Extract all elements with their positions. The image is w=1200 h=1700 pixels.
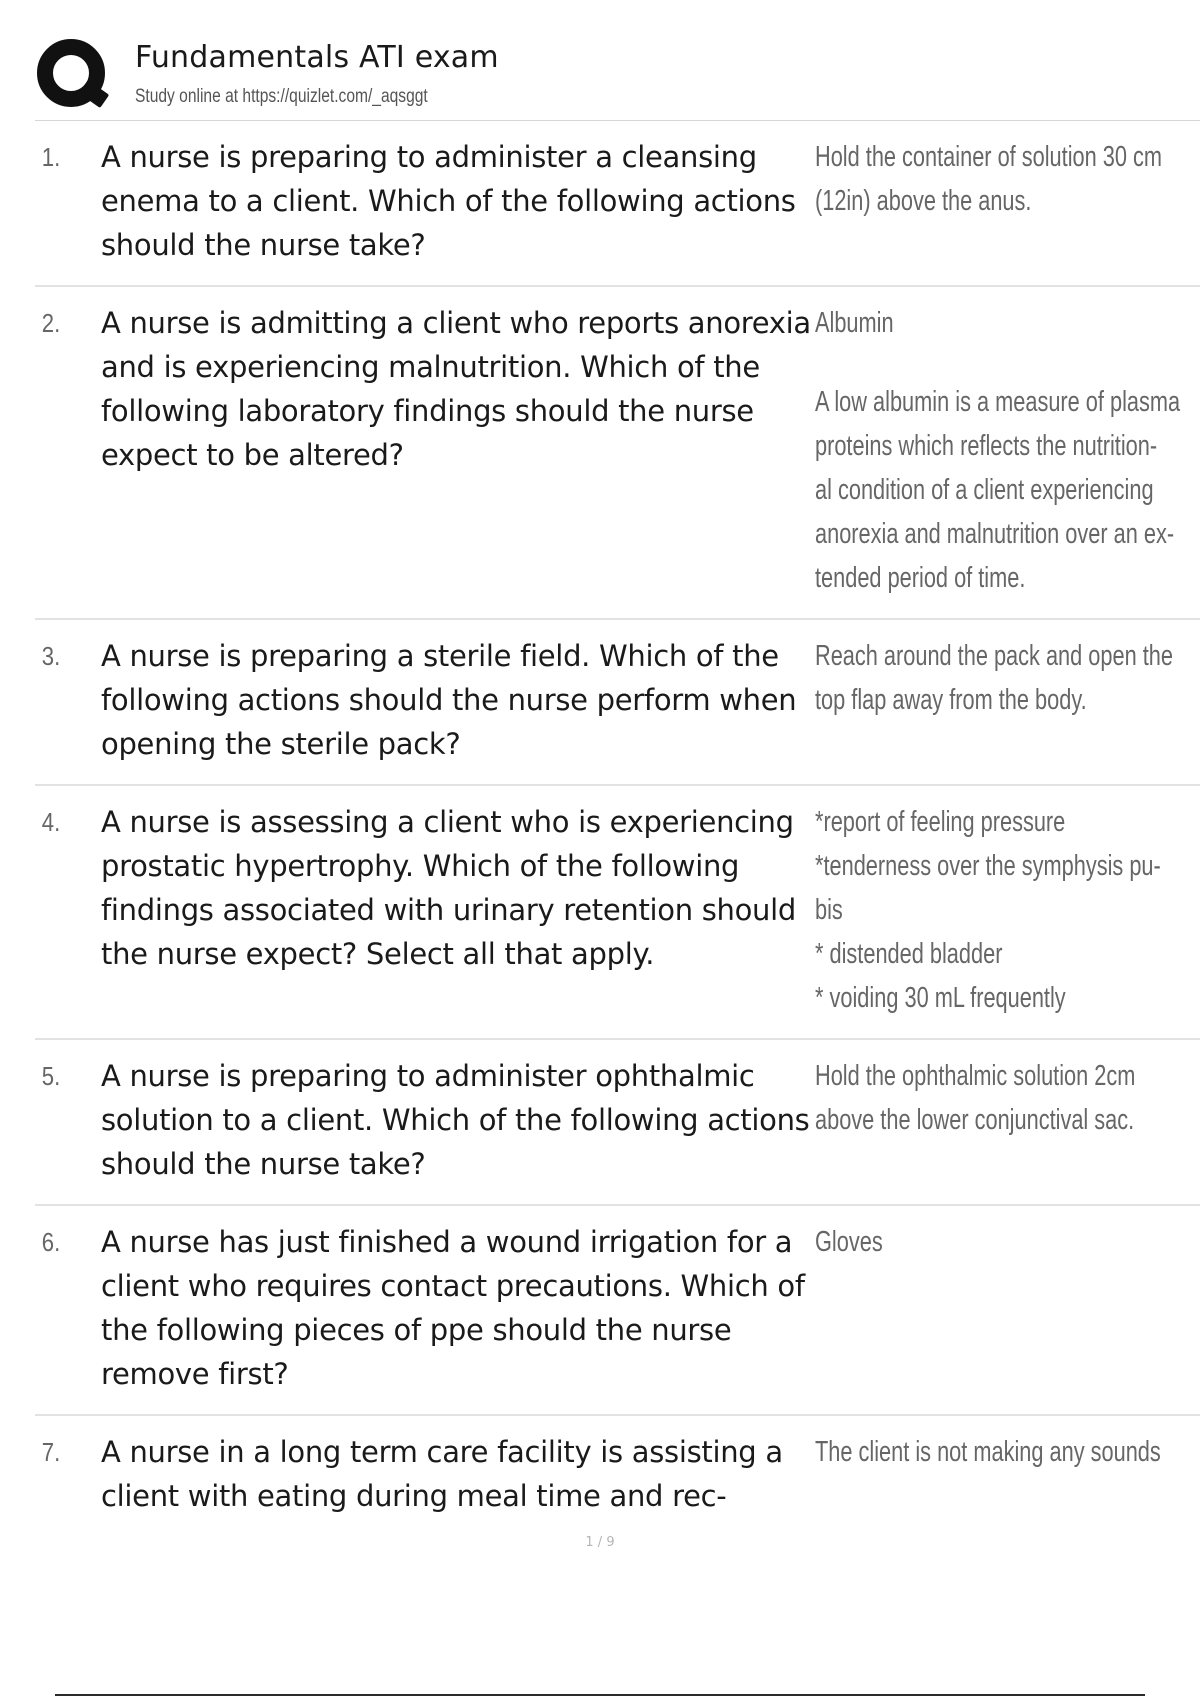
qa-row [35, 620, 1200, 786]
answer-line: (12in) above the anus. [815, 185, 1032, 217]
qa-row-content [35, 800, 1200, 1020]
answer-line: A low albumin is a measure of plasma [815, 386, 1181, 418]
question-number: 7. [41, 1437, 61, 1467]
page-header [35, 36, 1195, 120]
answer-line: *tenderness over the symphysis pu- [815, 850, 1161, 882]
answer-line: The client is not making any sounds [815, 1436, 1161, 1468]
question-number: 1. [41, 142, 61, 172]
question-number: 3. [41, 641, 61, 671]
quizlet-logo-icon [35, 36, 113, 114]
answer-line: proteins which reflects the nutrition- [815, 430, 1158, 462]
question-number: 5. [41, 1061, 61, 1091]
page-title: Fundamentals ATI exam [135, 40, 499, 75]
answer-line: al condition of a client experiencing [815, 474, 1154, 506]
question-text: A nurse is preparing to administer a cleansing enema to a client. Which of the following actions should the nurse take? [101, 140, 796, 262]
qa-row [35, 121, 1200, 287]
answer-text [811, 301, 1196, 600]
question-text: A nurse is preparing to administer ophthalmic solution to a client. Which of the following actions should the nurse take? [101, 1059, 810, 1181]
study-online-link[interactable]: Study online at https://quizlet.com/_aqsggt [135, 86, 428, 107]
answer-line: *report of feeling pressure [815, 806, 1066, 838]
answer-text [811, 1430, 1196, 1474]
qa-row-content [35, 1054, 1200, 1186]
answer-text [811, 135, 1196, 223]
question-text: A nurse is admitting a client who reports anorexia and is experiencing malnutrition. Which of the following laboratory findings should the nurse expect to be altered? [101, 306, 811, 472]
answer-line: * distended bladder [815, 938, 1003, 970]
answer-text [811, 634, 1196, 722]
answer-line: top flap away from the body. [815, 684, 1087, 716]
qa-row-content [35, 634, 1200, 766]
answer-gap [815, 345, 1196, 380]
answer-line: bis [815, 894, 843, 926]
question-number: 2. [41, 308, 61, 338]
question-text: A nurse has just finished a wound irrigation for a client who requires contact precautions. Which of the following pieces of ppe should the nurse remove first? [101, 1225, 805, 1391]
question-text: A nurse in a long term care facility is assisting a client with eating during meal time and rec- [101, 1435, 783, 1513]
answer-line: Gloves [815, 1226, 883, 1258]
qa-row [35, 287, 1200, 620]
answer-line: above the lower conjunctival sac. [815, 1104, 1135, 1136]
question-text: A nurse is assessing a client who is experiencing prostatic hypertrophy. Which of the following findings associated with urinary retention should the nurse expect? Select all that apply. [101, 805, 796, 971]
footer-divider [55, 1694, 1145, 1696]
page-number: 1 / 9 [585, 1535, 615, 1550]
answer-line: Albumin [815, 307, 894, 339]
question-answer-list [35, 121, 1200, 1536]
qa-row-content [35, 301, 1200, 600]
answer-line: Hold the ophthalmic solution 2cm [815, 1060, 1136, 1092]
question-number: 4. [41, 807, 61, 837]
question-text: A nurse is preparing a sterile field. Which of the following actions should the nurse perform when opening the sterile pack? [101, 639, 797, 761]
answer-text [811, 800, 1196, 1020]
answer-line: anorexia and malnutrition over an ex- [815, 518, 1175, 550]
answer-line: Hold the container of solution 30 cm [815, 141, 1162, 173]
answer-line: tended period of time. [815, 562, 1026, 594]
qa-row-content [35, 1430, 1200, 1518]
qa-row-content [35, 1220, 1200, 1396]
answer-line: Reach around the pack and open the [815, 640, 1173, 672]
answer-text [811, 1220, 1196, 1264]
qa-row [35, 1206, 1200, 1416]
qa-row [35, 786, 1200, 1040]
question-number: 6. [41, 1227, 61, 1257]
qa-row [35, 1040, 1200, 1206]
qa-row [35, 1416, 1200, 1536]
qa-row-content [35, 135, 1200, 267]
answer-text [811, 1054, 1196, 1142]
answer-line: * voiding 30 mL frequently [815, 982, 1066, 1014]
